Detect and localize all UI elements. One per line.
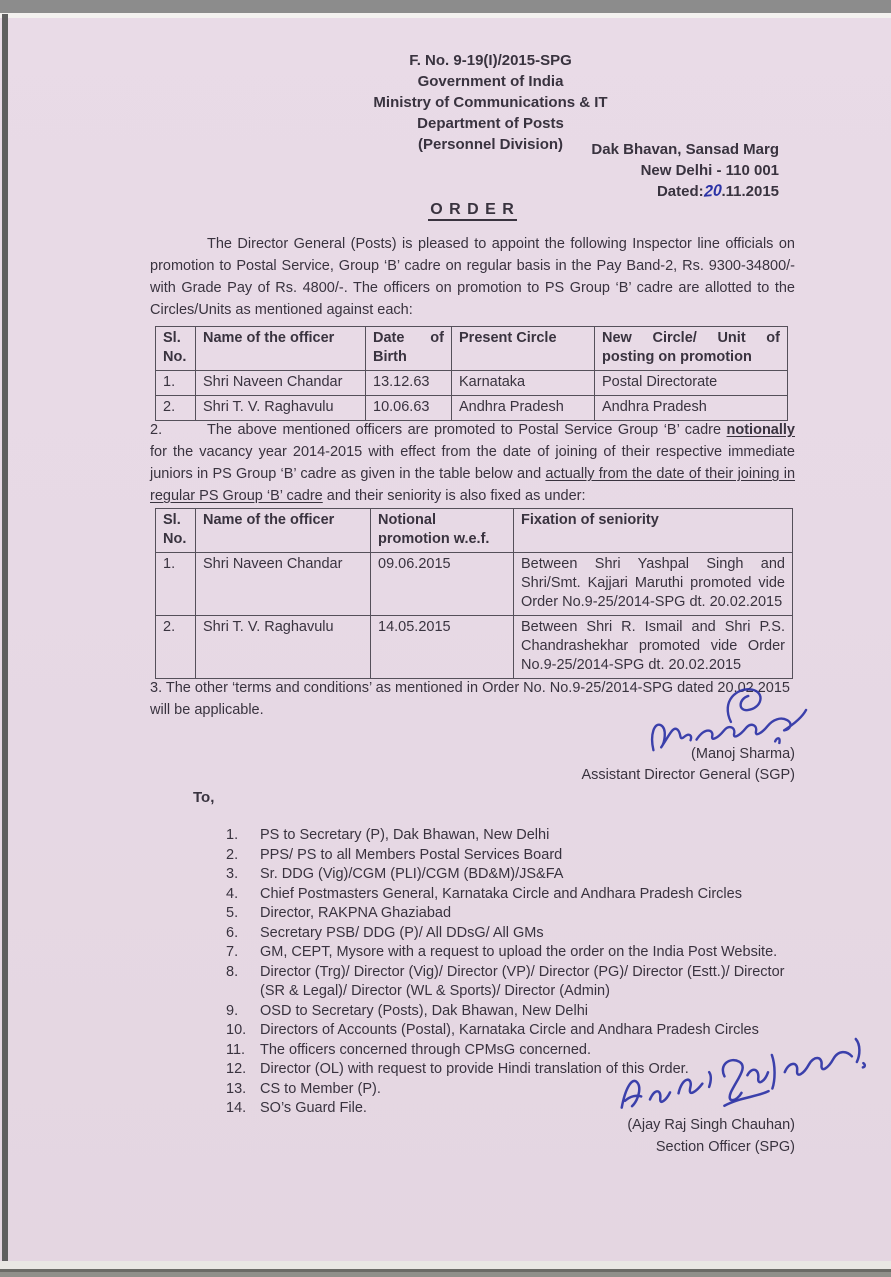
list-item [150, 885, 810, 905]
org-line-2: Ministry of Communications & IT [373, 94, 608, 111]
item-number: 1. [226, 827, 239, 843]
t2-header-name: Name of the officer [196, 509, 371, 553]
t1-cell: Andhra Pradesh [452, 396, 595, 421]
list-item [150, 865, 810, 885]
list-item [150, 826, 810, 846]
paragraph-2-number: 2. [150, 422, 163, 438]
list-item [150, 1002, 810, 1022]
t1-cell: Karnataka [452, 371, 595, 396]
seniority-table [155, 508, 793, 679]
signatory-designation: Assistant Director General (SGP) [581, 767, 795, 783]
org-line-4: (Personnel Division) [417, 136, 564, 153]
t1-cell: 1. [156, 371, 196, 396]
date-label: Dated: [656, 183, 704, 200]
scan-edge-bottom-gray [0, 1272, 891, 1277]
t1-cell: Andhra Pradesh [595, 396, 788, 421]
paragraph-3: 3. The other ‘terms and conditions’ as mentioned in Order No. No.9-25/2014-SPG dated 20.02.2015 will be applicable. [150, 680, 790, 718]
item-text: Chief Postmasters General, Karnataka Circle and Andhara Pradesh Circles [260, 885, 742, 902]
t2-cell: Between Shri R. Ismail and Shri P.S. Chandrashekhar promoted vide Order No.9-25/2014-SPG dt. 20.02.2015 [514, 616, 793, 679]
order-heading [150, 199, 795, 221]
list-item [150, 963, 810, 1002]
t2-cell: Between Shri Yashpal Singh and Shri/Smt. Kajjari Maruthi promoted vide Order No.9-25/2014-SPG dt. 20.02.2015 [514, 553, 793, 616]
item-number: 10. [226, 1022, 247, 1038]
distribution-list [150, 826, 810, 1119]
item-number: 6. [226, 924, 239, 941]
paragraph-2-seg2: for the vacancy year 2014-2015 with effect from the date of joining of their respective immediate juniors in PS Group ‘B’ cadre as given in the table below and [150, 444, 795, 482]
t1-header-dob: Date of Birth [366, 327, 452, 371]
to-label: To, [193, 789, 215, 806]
t2-cell: 2. [156, 616, 196, 679]
item-number: 3. [226, 866, 239, 882]
org-line-3: Department of Posts [417, 115, 564, 132]
t2-cell: 09.06.2015 [371, 553, 514, 616]
paragraph-2-underlined: actually from the date of their joining in regular PS Group ‘B’ cadre [150, 466, 796, 504]
date-rest: .11.2015 [721, 183, 779, 200]
paragraph-2-seg1: The above mentioned officers are promoted to Postal Service Group ‘B’ cadre [207, 422, 727, 438]
t1-cell: 13.12.63 [366, 371, 452, 396]
paragraph-2 [150, 419, 795, 507]
list-item [150, 1041, 810, 1061]
t1-cell: Shri T. V. Raghavulu [196, 396, 366, 421]
item-number: 2. [226, 846, 239, 863]
t2-cell: Shri Naveen Chandar [196, 553, 371, 616]
t2-cell: 14.05.2015 [371, 616, 514, 679]
table-row [156, 553, 793, 616]
list-item [150, 1021, 810, 1041]
item-text: Secretary PSB/ DDG (P)/ All DDsG/ All GMs [260, 924, 544, 941]
item-text: Director (OL) with request to provide Hindi translation of this Order. [260, 1061, 689, 1077]
table-row [156, 616, 793, 679]
address-line-1: Dak Bhavan, Sansad Marg [591, 141, 779, 158]
list-item [150, 943, 810, 963]
t2-header-sl-no: Sl. No. [156, 509, 196, 553]
item-number: 9. [226, 1002, 239, 1019]
scan-edge-left [2, 14, 8, 1277]
item-text: SO’s Guard File. [260, 1100, 367, 1116]
posting-table [155, 326, 788, 421]
item-number: 7. [226, 944, 239, 960]
item-text: Director (Trg)/ Director (Vig)/ Director (VP)/ Director (PG)/ Director (Estt.)/ Director (SR & Legal)/ Director (WL & Sports)/ Director (Admin) [260, 963, 785, 999]
file-number: F. No. 9-19(I)/2015-SPG [409, 52, 572, 69]
item-number: 12. [226, 1061, 247, 1077]
address-date-block [591, 139, 779, 202]
item-text: CS to Member (P). [260, 1080, 381, 1097]
list-item [150, 924, 810, 944]
t1-header-name: Name of the officer [196, 327, 366, 371]
t2-header-notional: Notional promotion w.e.f. [371, 509, 514, 553]
item-text: OSD to Secretary (Posts), Dak Bhawan, New Delhi [260, 1002, 588, 1019]
address-line-2: New Delhi - 110 001 [640, 162, 779, 179]
t1-cell: Shri Naveen Chandar [196, 371, 366, 396]
signatory-designation: Section Officer (SPG) [655, 1139, 795, 1155]
signatory-name: (Manoj Sharma) [691, 746, 795, 762]
list-item [150, 904, 810, 924]
handwritten-date-day: 20 [703, 182, 722, 201]
order-heading-text: O R D E R [428, 201, 517, 221]
signatory-name: (Ajay Raj Singh Chauhan) [627, 1117, 795, 1133]
t1-header-new-circle: New Circle/ Unit of posting on promotion [595, 327, 788, 371]
item-text: PS to Secretary (P), Dak Bhawan, New Delhi [260, 827, 550, 843]
item-number: 11. [226, 1041, 246, 1058]
t1-header-present-circle: Present Circle [452, 327, 595, 371]
t2-header-fixation: Fixation of seniority [514, 509, 793, 553]
t1-header-sl-no: Sl. No. [156, 327, 196, 371]
paragraph-1: The Director General (Posts) is pleased to appoint the following Inspector line officials on promotion to Postal Service, Group ‘B’ cadre on regular basis in the Pay Band-2, Rs. 9300-34800/- with Grade Pay of Rs. 4800/-. The officers on promotion to PS Group ‘B’ cadre are allotted to the Circles/Units as mentioned against each: [150, 236, 795, 318]
list-item [150, 846, 810, 866]
item-text: PPS/ PS to all Members Postal Services Board [260, 846, 563, 863]
item-number: 14. [226, 1100, 247, 1116]
item-number: 13. [226, 1080, 247, 1097]
item-text: Sr. DDG (Vig)/CGM (PLI)/CGM (BD&M)/JS&FA [260, 866, 564, 882]
scan-edge-top [0, 0, 891, 13]
table-row [156, 371, 788, 396]
item-number: 5. [226, 905, 239, 921]
t1-cell: 10.06.63 [366, 396, 452, 421]
item-text: Director, RAKPNA Ghaziabad [260, 905, 452, 921]
org-line-1: Government of India [417, 73, 564, 90]
signature-block-adg [395, 744, 795, 786]
scan-edge-bottom-white [0, 1261, 891, 1269]
t2-cell: Shri T. V. Raghavulu [196, 616, 371, 679]
paragraph-2-notionally: notionally [726, 422, 795, 438]
list-item [150, 1080, 810, 1100]
table-header-row [156, 327, 788, 371]
item-text: The officers concerned through CPMsG concerned. [260, 1041, 591, 1058]
table-header-row [156, 509, 793, 553]
item-number: 8. [226, 963, 239, 980]
item-number: 4. [226, 885, 239, 902]
scan-edge-top-white [0, 13, 891, 18]
t1-cell: 2. [156, 396, 196, 421]
item-text: Directors of Accounts (Postal), Karnataka Circle and Andhara Pradesh Circles [260, 1022, 759, 1038]
table-row [156, 396, 788, 421]
item-text: GM, CEPT, Mysore with a request to upload the order on the India Post Website. [260, 944, 778, 960]
t1-cell: Postal Directorate [595, 371, 788, 396]
paragraph-2-seg3: and their seniority is also fixed as under: [322, 488, 586, 504]
t2-cell: 1. [156, 553, 196, 616]
signature-block-so [375, 1114, 795, 1158]
list-item [150, 1060, 810, 1080]
